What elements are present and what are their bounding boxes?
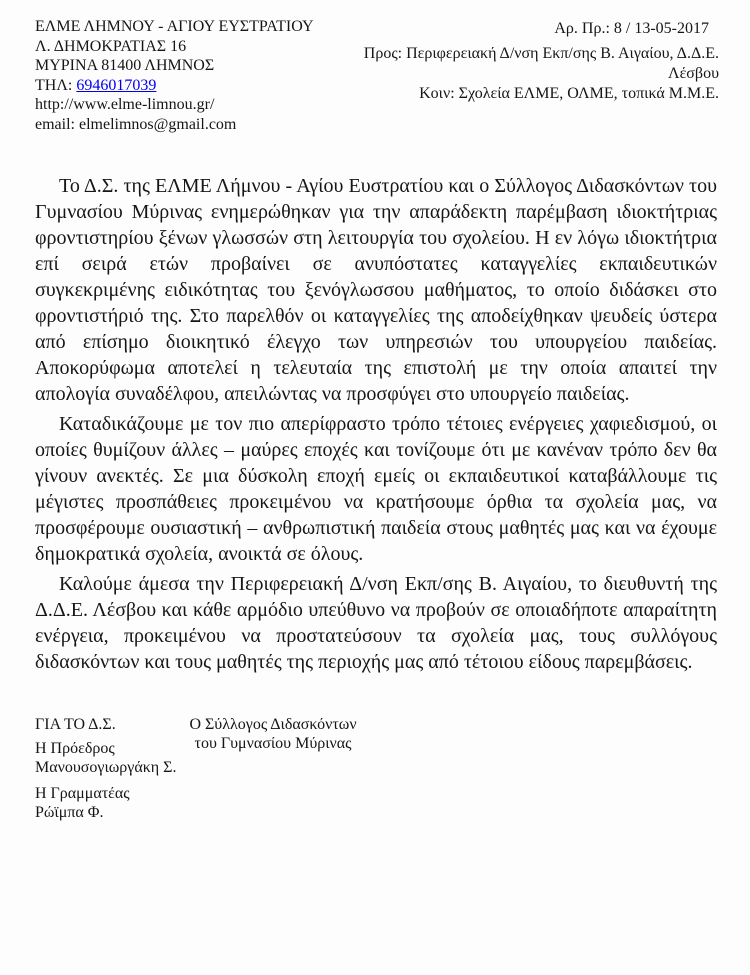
address-line-2: ΜΥΡΙΝΑ 81400 ΛΗΜΝΟΣ [35,57,215,74]
address-line-1: Λ. ΔΗΜΟΚΡΑΤΙΑΣ 16 [35,37,187,55]
secretary-signature [35,784,750,822]
phone-line [35,76,330,96]
signature-block [35,715,750,822]
secretary-name: Ρώϊμπα Φ. [35,804,104,821]
to-line [330,44,719,84]
board-signature [35,715,750,822]
for-board-line: ΓΙΑ ΤΟ Δ.Σ. [35,716,116,733]
phone-link[interactable]: 6946017039 [76,76,157,94]
website-text: http://www.elme-limnou.gr/ [35,96,215,113]
paragraph-3: Καλούμε άμεσα την Περιφερειακή Δ/νση Εκπ/σης Β. Αιγαίου, το διευθυντή της Δ.Δ.Ε. Λέσβου και κάθε αρμόδιο υπεύθυνο να προβούν σε οποιαδήποτε απαραίτητη ενέργεια, προκειμένου να προστατεύσουν τα σχολεία μας, τους συλλόγους διδασκόντων και τους μαθητές της περιοχής μας από τέτοιου είδους παρεμβάσεις. [35,573,717,673]
sender-block [35,17,330,134]
letter-body [35,173,717,675]
letterhead [0,0,750,134]
cc-line: Κοιν: Σχολεία ΕΛΜΕ, ΟΛΜΕ, τοπικά Μ.Μ.Ε. [419,85,719,102]
president-name: Μανουσογιωργάκη Σ. [35,759,177,776]
recipient-block [330,17,719,104]
teachers-association-signature [178,715,368,753]
protocol-number: Αρ. Πρ.: 8 / 13-05-2017 [554,20,709,37]
email-text: email: elmelimnos@gmail.com [35,115,237,133]
paragraph-1: Το Δ.Σ. της ΕΛΜΕ Λήμνου - Αγίου Ευστρατίου και ο Σύλλογος Διδασκόντων του Γυμνασίου Μύρινας ενημερώθηκαν για την απαράδεκτη παρέμβαση ιδιοκτήτριας φροντιστηρίου ξένων γλωσσών στη λειτουργία του σχολείου. Η εν λόγω ιδιοκτήτρια επί σειρά ετών προβαίνει σε ανυπόστατες καταγγελίες εκπαιδευτικών συγκεκριμένης ειδικότητας του ξενόγλωσσου μαθήματος, το οποίο διδάσκει στο φροντιστήριό της. Στο παρελθόν οι καταγγελίες της αποδείχθηκαν ψευδείς ύστερα από επίσημο διοικητικό έλεγχο των υπηρεσιών του υπουργείου παιδείας. Αποκορύφωμα αποτελεί η τελευταία της επιστολή με την οποία απαιτεί την απολογία συναδέλφου, απειλώντας να προσφύγει στο υπουργείο παιδείας. [35,175,717,405]
president-title: Η Πρόεδρος [35,740,115,757]
phone-label: ΤΗΛ: [35,76,77,94]
paragraph-2: Καταδικάζουμε με τον πιο απερίφραστο τρόπο τέτοιες ενέργειες χαφιεδισμού, οι οποίες θυμίζουν άλλες – μαύρες εποχές και τονίζουμε ότι με κανέναν τρόπο δεν θα γίνουν ανεκτές. Σε μια δύσκολη εποχή εμείς οι εκπαιδευτικοί καταβάλλουμε τις μέγιστες προσπάθειες προκειμένου να κρατήσουμε όρθια τα σχολεία μας, να προσφέρουμε ουσιαστική – ανθρωπιστική παιδεία στους μαθητές μας και να έχουμε δημοκρατικά σχολεία, ανοικτά σε όλους. [35,413,717,565]
secretary-title: Η Γραμματέας [35,785,130,802]
association-line-1: Ο Σύλλογος Διδασκόντων [189,716,357,733]
to-line-2: Λέσβου [667,65,719,82]
association-line-2: του Γυμνασίου Μύρινας [194,735,352,752]
org-name: ΕΛΜΕ ΛΗΜΝΟΥ - ΑΓΙΟΥ ΕΥΣΤΡΑΤΙΟΥ [35,18,314,35]
president-signature [35,739,750,777]
to-line-1: Προς: Περιφερειακή Δ/νση Εκπ/σης Β. Αιγαίου, Δ.Δ.Ε. [363,45,719,62]
